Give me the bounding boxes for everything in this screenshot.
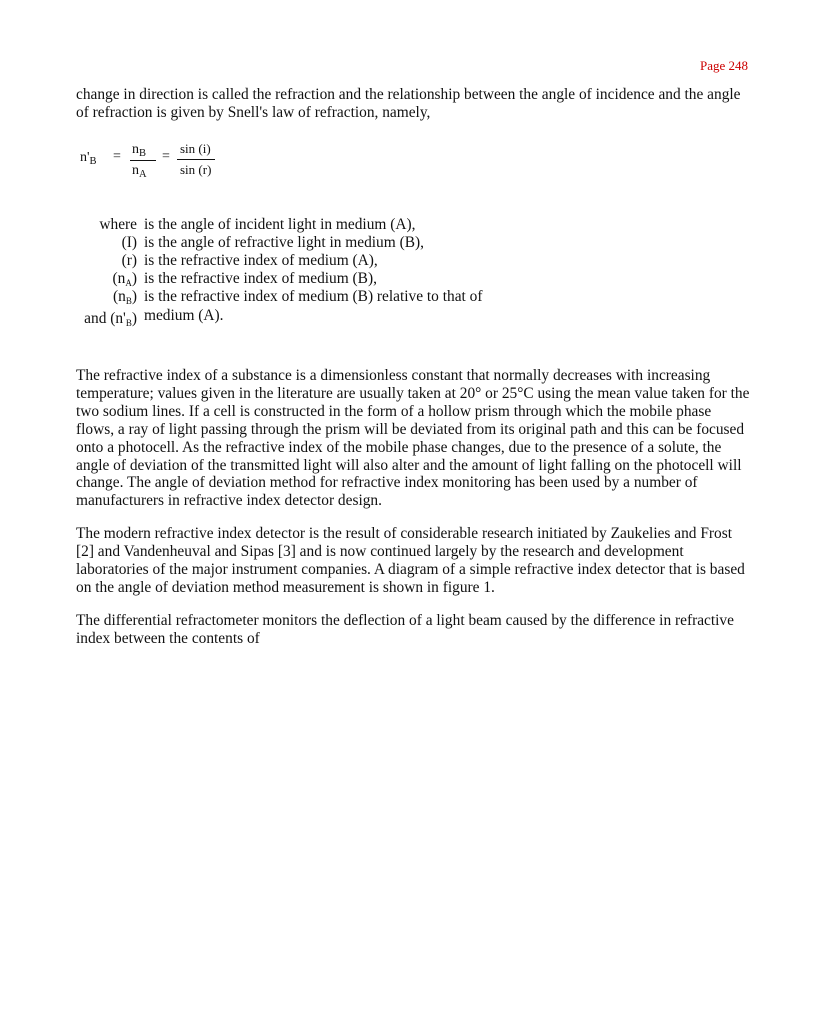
fraction-denominator-sin-r: sin (r) bbox=[180, 162, 212, 177]
definition-text: is the angle of refractive light in medium (B), bbox=[144, 234, 424, 251]
snells-law-equation bbox=[80, 140, 280, 190]
page-number: Page 248 bbox=[699, 58, 748, 73]
definition-text: is the refractive index of medium (A), bbox=[144, 252, 378, 269]
refractive-index-paragraph: The refractive index of a substance is a dimensionless constant that normally decreases with increasing temperature; values given in the literature are usually taken at 20° or 25°C using the mean value taken for the two sodium lines. If a cell is constructed in the form of a hollow prism through which the mobile phase flows, a ray of light passing through the prism will be deviated from its original path and this can be focused onto a photocell. As the refractive index of the mobile phase changes, due to the presence of a solute, the angle of deviation of the transmitted light will also alter and the amount of light falling on the photocell will change. The angle of deviation method for refractive index monitoring has been used by a number of manufacturers in refractive index detector design. bbox=[76, 367, 750, 510]
definition-symbol: (r) bbox=[121, 252, 137, 269]
fraction-numerator-nb: $n_B$ bbox=[132, 142, 147, 159]
definition-symbol: (nA) bbox=[112, 270, 137, 288]
definition-text: is the refractive index of medium (B) relative to that of bbox=[144, 288, 483, 305]
differential-refractometer-paragraph: The differential refractometer monitors the deflection of a light beam caused by the difference in refractive index between the contents of bbox=[76, 612, 734, 647]
fraction-denominator-na: $n_A$ bbox=[132, 163, 147, 180]
definition-text: is the angle of incident light in medium (A), bbox=[144, 216, 416, 233]
equation-lhs: $n'_B$ bbox=[80, 150, 97, 167]
definition-symbol: (I) bbox=[121, 234, 137, 251]
definition-symbol: and (n'B) bbox=[84, 310, 137, 328]
equation-equals-2: = bbox=[162, 149, 170, 164]
definition-text: medium (A). bbox=[144, 307, 224, 324]
fraction-bar-2 bbox=[177, 159, 215, 160]
modern-detector-paragraph: The modern refractive index detector is the result of considerable research initiated by Zaukelies and Frost [2] and Vandenheuval and Sipas [3] and is now continued largely by the research and development laboratories of the major instrument companies. A diagram of a simple refractive index detector that is based on the angle of deviation method measurement is shown in figure 1. bbox=[76, 525, 745, 596]
fraction-bar-1 bbox=[130, 160, 156, 161]
equation-equals-1: = bbox=[113, 149, 121, 164]
definition-symbol: (nB) bbox=[113, 288, 137, 306]
fraction-numerator-sin-i: sin (i) bbox=[180, 141, 211, 156]
intro-paragraph: change in direction is called the refraction and the relationship between the angle of incidence and the angle of refraction is given by Snell's law of refraction, namely, bbox=[76, 86, 741, 121]
definition-text: is the refractive index of medium (B), bbox=[144, 270, 377, 287]
definition-symbol: where bbox=[99, 216, 137, 233]
